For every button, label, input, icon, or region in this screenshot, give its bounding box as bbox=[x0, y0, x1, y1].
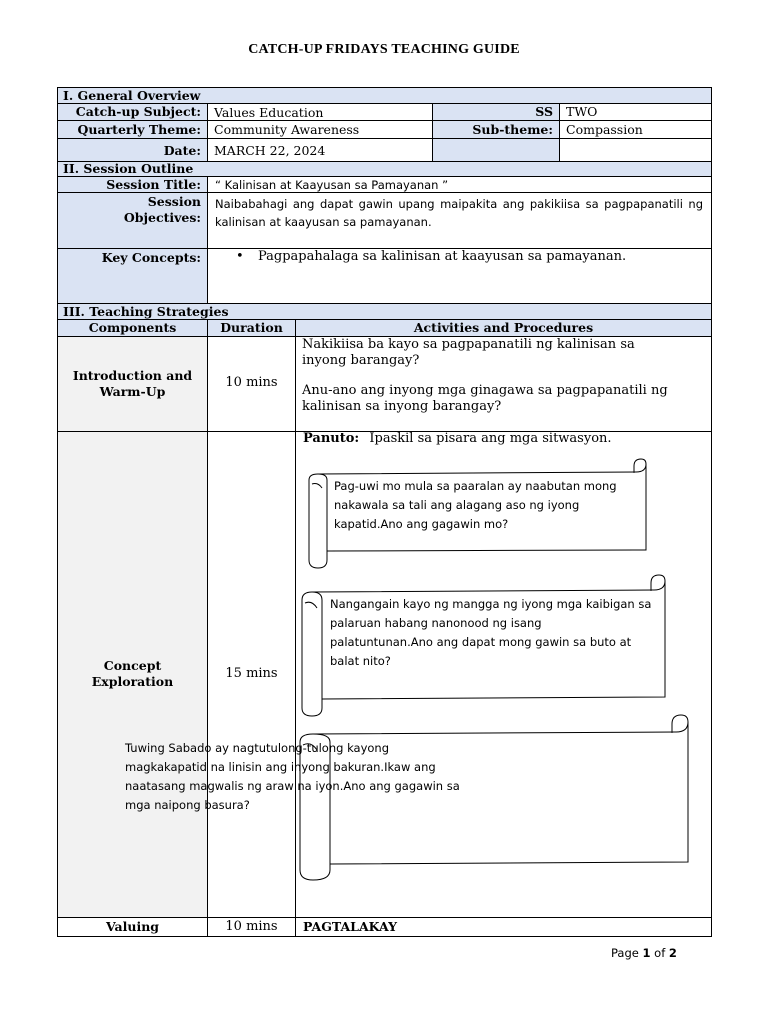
general-overview-heading bbox=[58, 88, 711, 104]
scroll-1-line: kapatid.Ano ang gagawin mo? bbox=[334, 517, 509, 531]
valuing-activity bbox=[296, 918, 711, 936]
scroll-3-line: mga naipong basura? bbox=[125, 798, 250, 812]
intro-activities bbox=[296, 337, 711, 432]
theme-label-text: Quarterly Theme: bbox=[77, 122, 201, 137]
intro-q2-line2: kalinisan sa inyong barangay? bbox=[302, 399, 502, 414]
page-prefix: Page bbox=[611, 946, 639, 960]
date-label bbox=[58, 139, 208, 161]
scroll-1-line: Pag-uwi mo mula sa paaralan ay naabutan mong bbox=[334, 479, 617, 493]
session-title-label bbox=[58, 177, 208, 193]
col-activities bbox=[296, 320, 711, 337]
subject-value-text: Values Education bbox=[214, 105, 324, 120]
intro-component bbox=[58, 337, 208, 432]
scroll-2-text bbox=[330, 595, 651, 671]
ss-value-text: TWO bbox=[566, 104, 598, 119]
ss-value bbox=[560, 104, 711, 121]
session-objectives-label-line2: Objectives: bbox=[123, 210, 201, 225]
concept-component-line1: Concept bbox=[103, 658, 162, 673]
scroll-2-line: palatuntunan.Ano ang dapat mong gawin sa buto at bbox=[330, 635, 632, 649]
col-duration bbox=[208, 320, 296, 337]
date-value-text: MARCH 22, 2024 bbox=[214, 143, 326, 158]
session-outline-heading bbox=[58, 161, 711, 177]
intro-component-line2: Warm-Up bbox=[99, 384, 166, 399]
subject-label bbox=[58, 104, 208, 121]
session-outline-heading-text: II. Session Outline bbox=[63, 161, 194, 176]
page-total: 2 bbox=[668, 946, 677, 960]
valuing-duration-text: 10 mins bbox=[225, 919, 278, 934]
key-concepts-label-text: Key Concepts: bbox=[101, 250, 201, 265]
page-of: of bbox=[654, 946, 666, 960]
session-title-value bbox=[208, 177, 711, 193]
session-objectives-label bbox=[58, 193, 208, 249]
intro-duration bbox=[208, 337, 296, 432]
subject-label-text: Catch-up Subject: bbox=[75, 104, 201, 119]
key-concepts-value bbox=[208, 249, 711, 304]
scroll-3-line: magkakapatid na linisin ang inyong bakuran.Ikaw ang bbox=[125, 760, 436, 774]
scroll-1-line: nakawala sa tali ang alagang aso ng iyong bbox=[334, 498, 580, 512]
session-objectives-label-line1: Session bbox=[147, 194, 201, 209]
key-concept-text: Pagpapahalaga sa kalinisan at kaayusan sa pamayanan. bbox=[258, 249, 627, 264]
session-title-value-text: “ Kalinisan at Kaayusan sa Pamayanan ” bbox=[215, 178, 449, 192]
page-number bbox=[611, 946, 677, 960]
general-overview-heading-text: I. General Overview bbox=[63, 88, 201, 103]
scroll-3-line: Tuwing Sabado ay nagtutulong-tulong kayong bbox=[125, 741, 390, 755]
key-concepts-label bbox=[58, 249, 208, 304]
theme-value bbox=[208, 121, 433, 139]
panuto-line bbox=[303, 431, 612, 447]
intro-q1-line2: inyong barangay? bbox=[302, 353, 420, 368]
intro-component-line1: Introduction and bbox=[72, 368, 193, 383]
session-title-label-text: Session Title: bbox=[106, 177, 201, 192]
intro-q1-line1: Nakikiisa ba kayo sa pagpapanatili ng kalinisan sa bbox=[302, 337, 635, 352]
col-components-text: Components bbox=[88, 320, 177, 335]
date-value bbox=[208, 139, 433, 161]
col-duration-text: Duration bbox=[220, 320, 283, 335]
valuing-component bbox=[58, 918, 208, 936]
date-label-text: Date: bbox=[163, 143, 201, 158]
date-empty-label bbox=[433, 139, 560, 161]
ss-label bbox=[433, 104, 560, 121]
theme-label bbox=[58, 121, 208, 139]
scroll-1-text bbox=[334, 477, 617, 534]
session-objectives-value-text: Naibabahagi ang dapat gawin upang maipakita ang pakikiisa sa pagpapanatili ng kalinisan at kaayusan sa pamayanan. bbox=[215, 197, 703, 229]
panuto-label: Panuto: bbox=[303, 431, 360, 446]
concept-component-line2: Exploration bbox=[91, 674, 174, 689]
subtheme-value bbox=[560, 121, 711, 139]
ss-label-text: SS bbox=[535, 104, 553, 119]
col-activities-text: Activities and Procedures bbox=[413, 320, 594, 335]
subtheme-value-text: Compassion bbox=[566, 122, 643, 137]
date-empty-value bbox=[560, 139, 711, 161]
concept-duration-text: 15 mins bbox=[225, 666, 278, 681]
valuing-component-text: Valuing bbox=[105, 919, 160, 934]
scroll-2-line: balat nito? bbox=[330, 654, 391, 668]
valuing-activity-text: PAGTALAKAY bbox=[303, 919, 398, 934]
valuing-duration bbox=[208, 918, 296, 936]
key-concept-item bbox=[236, 249, 626, 265]
intro-duration-text: 10 mins bbox=[225, 375, 278, 390]
teaching-strategies-heading bbox=[58, 304, 711, 320]
session-objectives-value bbox=[208, 193, 711, 249]
theme-value-text: Community Awareness bbox=[214, 122, 360, 137]
document-title: CATCH-UP FRIDAYS TEACHING GUIDE bbox=[248, 42, 520, 57]
concept-duration bbox=[208, 432, 296, 918]
teaching-strategies-heading-text: III. Teaching Strategies bbox=[63, 304, 229, 319]
scroll-2-line: Nangangain kayo ng mangga ng iyong mga kaibigan sa bbox=[330, 597, 652, 611]
subtheme-label bbox=[433, 121, 560, 139]
bullet-icon: • bbox=[236, 249, 244, 264]
scroll-3-line: naatasang magwalis ng araw na iyon.Ano ang gagawin sa bbox=[125, 779, 460, 793]
intro-q2-line1: Anu-ano ang inyong mga ginagawa sa pagpapanatili ng bbox=[302, 383, 668, 398]
subject-value bbox=[208, 104, 433, 121]
panuto-text: Ipaskil sa pisara ang mga sitwasyon. bbox=[369, 431, 612, 446]
col-components bbox=[58, 320, 208, 337]
subtheme-label-text: Sub-theme: bbox=[472, 122, 553, 137]
scroll-2-line: palaruan habang nanonood ng isang bbox=[330, 616, 542, 630]
scroll-3-text bbox=[125, 739, 460, 815]
page-current: 1 bbox=[642, 946, 651, 960]
concept-component bbox=[58, 432, 208, 918]
